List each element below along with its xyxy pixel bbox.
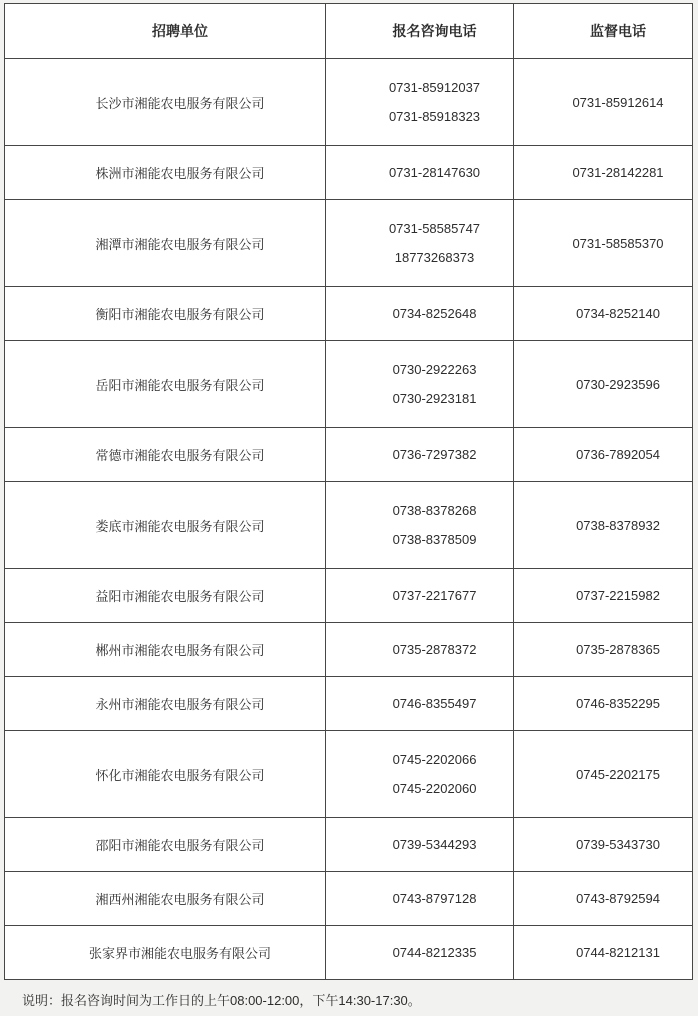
consult-phone-cell	[326, 677, 514, 731]
consult-phone: 0738-8378509	[392, 532, 477, 547]
supervision-phone: 0737-2215982	[514, 569, 693, 623]
table-header	[5, 4, 693, 59]
consult-phone-cell	[326, 200, 514, 287]
table-row	[5, 818, 693, 872]
table-row	[5, 926, 693, 980]
table-row	[5, 872, 693, 926]
consult-phone-cell	[326, 926, 514, 980]
supervision-phone: 0735-2878365	[514, 623, 693, 677]
unit-name: 怀化市湘能农电服务有限公司	[5, 731, 326, 818]
consult-phone: 0743-8797128	[392, 891, 477, 906]
table-row	[5, 428, 693, 482]
consult-phone: 0737-2217677	[392, 588, 477, 603]
unit-name: 衡阳市湘能农电服务有限公司	[5, 287, 326, 341]
unit-name: 岳阳市湘能农电服务有限公司	[5, 341, 326, 428]
unit-name: 邵阳市湘能农电服务有限公司	[5, 818, 326, 872]
consult-phone-cell	[326, 623, 514, 677]
unit-name: 娄底市湘能农电服务有限公司	[5, 482, 326, 569]
table-body	[5, 59, 693, 980]
consult-phone: 0734-8252648	[392, 306, 477, 321]
consult-phone-cell	[326, 818, 514, 872]
recruitment-contact-table	[4, 3, 693, 980]
table-row	[5, 482, 693, 569]
consult-phone: 0731-85918323	[388, 109, 481, 124]
consult-phone-cell	[326, 59, 514, 146]
consult-phone: 18773268373	[394, 250, 475, 265]
supervision-phone: 0731-85912614	[514, 59, 693, 146]
header-unit: 招聘单位	[5, 4, 326, 59]
unit-name: 常德市湘能农电服务有限公司	[5, 428, 326, 482]
consult-phone: 0730-2922263	[392, 362, 477, 377]
unit-name: 益阳市湘能农电服务有限公司	[5, 569, 326, 623]
consult-phone-cell	[326, 731, 514, 818]
consult-phone: 0736-7297382	[392, 447, 477, 462]
supervision-phone: 0746-8352295	[514, 677, 693, 731]
consult-phone-cell	[326, 287, 514, 341]
table-row	[5, 146, 693, 200]
consult-phone: 0739-5344293	[392, 837, 477, 852]
unit-name: 永州市湘能农电服务有限公司	[5, 677, 326, 731]
consult-phone: 0730-2923181	[392, 391, 477, 406]
unit-name: 张家界市湘能农电服务有限公司	[5, 926, 326, 980]
consult-phone: 0744-8212335	[392, 945, 477, 960]
consult-phone: 0731-58585747	[388, 221, 481, 236]
supervision-phone: 0734-8252140	[514, 287, 693, 341]
supervision-phone: 0731-28142281	[514, 146, 693, 200]
table-row	[5, 341, 693, 428]
consult-phone: 0745-2202066	[392, 752, 477, 767]
table-row	[5, 200, 693, 287]
supervision-phone: 0745-2202175	[514, 731, 693, 818]
supervision-phone: 0736-7892054	[514, 428, 693, 482]
unit-name: 湘西州湘能农电服务有限公司	[5, 872, 326, 926]
unit-name: 株洲市湘能农电服务有限公司	[5, 146, 326, 200]
unit-name: 郴州市湘能农电服务有限公司	[5, 623, 326, 677]
consult-phone: 0731-85912037	[388, 80, 481, 95]
consult-phone: 0731-28147630	[388, 165, 481, 180]
consult-phone: 0745-2202060	[392, 781, 477, 796]
table-row	[5, 731, 693, 818]
supervision-phone: 0731-58585370	[514, 200, 693, 287]
table-row	[5, 569, 693, 623]
consult-phone: 0746-8355497	[392, 696, 477, 711]
consult-phone-cell	[326, 341, 514, 428]
table-row	[5, 287, 693, 341]
unit-name: 湘潭市湘能农电服务有限公司	[5, 200, 326, 287]
consult-phone-cell	[326, 428, 514, 482]
footer-note: 说明：报名咨询时间为工作日的上午08:00-12:00，下午14:30-17:30。	[22, 993, 421, 1008]
consult-phone-cell	[326, 872, 514, 926]
header-row	[5, 4, 693, 59]
table-row	[5, 623, 693, 677]
consult-phone-cell	[326, 569, 514, 623]
header-consult-phone: 报名咨询电话	[326, 4, 514, 59]
consult-phone-cell	[326, 146, 514, 200]
supervision-phone: 0739-5343730	[514, 818, 693, 872]
supervision-phone: 0743-8792594	[514, 872, 693, 926]
header-supervision-phone: 监督电话	[514, 4, 693, 59]
consult-phone: 0735-2878372	[392, 642, 477, 657]
supervision-phone: 0738-8378932	[514, 482, 693, 569]
consult-phone-cell	[326, 482, 514, 569]
table-row	[5, 59, 693, 146]
table-row	[5, 677, 693, 731]
supervision-phone: 0744-8212131	[514, 926, 693, 980]
unit-name: 长沙市湘能农电服务有限公司	[5, 59, 326, 146]
supervision-phone: 0730-2923596	[514, 341, 693, 428]
consult-phone: 0738-8378268	[392, 503, 477, 518]
